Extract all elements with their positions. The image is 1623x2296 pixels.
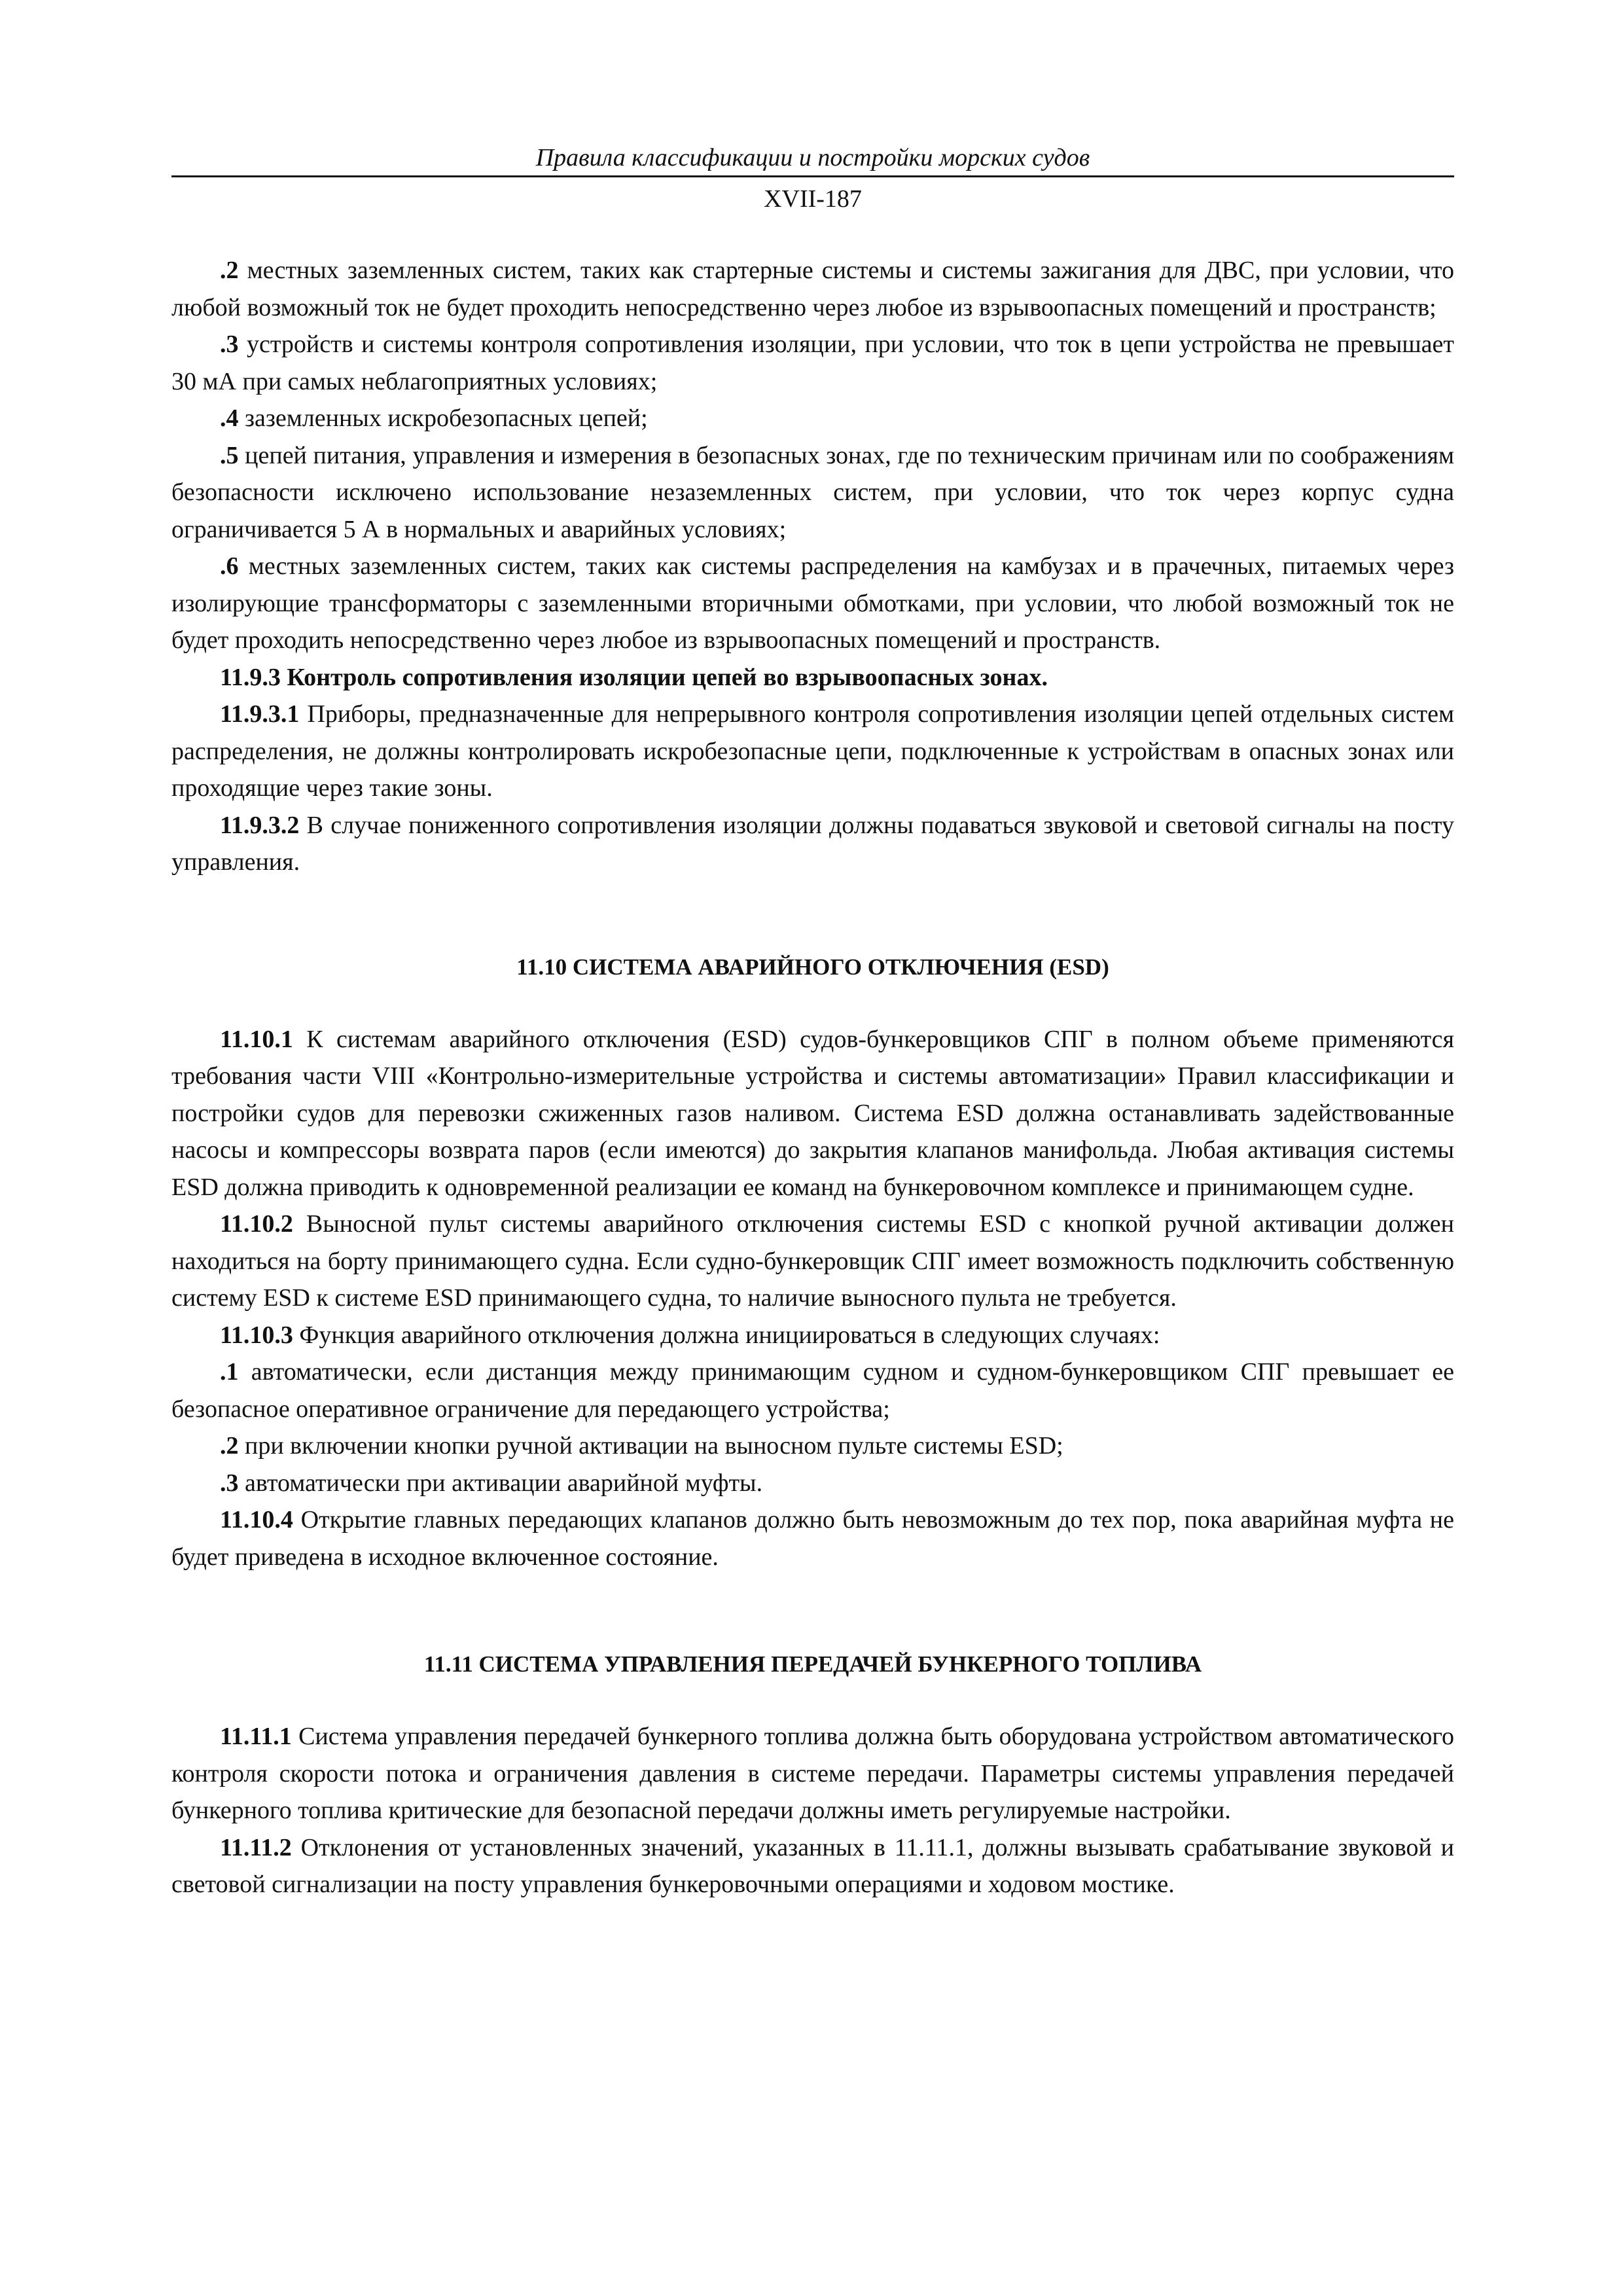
paragraph (171, 1206, 1454, 1317)
item-number: 11.10.2 (220, 1210, 293, 1238)
paragraph-text: Открытие главных передающих клапанов должно быть невозможным до тех пор, пока аварийная муфта не будет приведена в исходное включенное состояние. (171, 1506, 1454, 1571)
item-number: .2 (220, 257, 239, 284)
paragraph-text: Функция аварийного отключения должна инициироваться в следующих случаях: (293, 1321, 1160, 1349)
item-number: 11.11.2 (220, 1833, 292, 1861)
running-title: Правила классификации и постройки морских судов (171, 143, 1454, 177)
paragraph-text: устройств и системы контроля сопротивления изоляции, при условии, что ток в цепи устройства не превышает 30 мА при самых неблагоприятных условиях; (171, 331, 1454, 395)
item-number: 11.10.3 (220, 1321, 293, 1349)
document-page (171, 143, 1454, 1903)
item-number: .2 (220, 1432, 239, 1460)
paragraph-text: заземленных искробезопасных цепей; (238, 404, 648, 432)
paragraph (171, 1718, 1454, 1829)
paragraph (171, 1317, 1454, 1354)
paragraph-text: Приборы, предназначенные для непрерывного контроля сопротивления изоляции цепей отдельных систем распределения, не должны контролировать искробезопасные цепи, подключенные к устройствам в опасных зонах или проходящие через такие зоны. (171, 700, 1454, 802)
paragraph (171, 1829, 1454, 1903)
paragraph-text: при включении кнопки ручной активации на выносном пульте системы ESD; (238, 1432, 1063, 1460)
paragraph (171, 1427, 1454, 1465)
item-number: .1 (220, 1358, 239, 1386)
item-number: 11.9.3.1 (220, 700, 300, 728)
subsection-heading: 11.9.3 Контроль сопротивления изоляции цепей во взрывоопасных зонах. (220, 663, 1048, 691)
paragraph (171, 696, 1454, 807)
item-number: .3 (220, 331, 239, 358)
paragraph (171, 252, 1454, 326)
item-number: .3 (220, 1469, 239, 1497)
section-title: 11.10 СИСТЕМА АВАРИЙНОГО ОТКЛЮЧЕНИЯ (ESD) (516, 954, 1109, 980)
paragraph (171, 1501, 1454, 1575)
paragraph (171, 326, 1454, 400)
section-title: 11.11 СИСТЕМА УПРАВЛЕНИЯ ПЕРЕДАЧЕЙ БУНКЕРНОГО ТОПЛИВА (423, 1651, 1202, 1677)
page-number: XVII-187 (764, 185, 862, 213)
paragraph (171, 1465, 1454, 1502)
paragraph (171, 400, 1454, 437)
paragraph-text: К системам аварийного отключения (ESD) судов-бункеровщиков СПГ в полном объеме применяются требования части VIII «Контрольно-измерительные устройства и системы автоматизации» Правил классификации и постройки судов для перевозки сжиженных газов наливом. Система ESD должна останавливать задействованные насосы и компрессоры возврата паров (если имеются) до закрытия клапанов манифольда. Любая активация системы ESD должна приводить к одновременной реализации ее команд на бункеровочном комплексе и принимающем судне. (171, 1025, 1454, 1201)
item-number: .5 (220, 441, 239, 469)
item-number: 11.10.1 (220, 1025, 293, 1053)
item-number: 11.9.3.2 (220, 811, 300, 839)
paragraph-text: цепей питания, управления и измерения в безопасных зонах, где по техническим причинам или по соображениям безопасности исключено использование незаземленных систем, при условии, что ток через корпус судна ограничивается 5 А в нормальных и аварийных условиях; (171, 441, 1454, 543)
item-number: 11.11.1 (220, 1723, 292, 1750)
paragraph-text: автоматически, если дистанция между принимающим судном и судном-бункеровщиком СПГ превышает ее безопасное оперативное ограничение для передающего устройства; (171, 1358, 1454, 1423)
paragraph-text: автоматически при активации аварийной муфты. (238, 1469, 763, 1497)
item-number: 11.10.4 (220, 1506, 293, 1534)
paragraph-text: В случае пониженного сопротивления изоляции должны подаваться звуковой и световой сигналы на посту управления. (171, 811, 1454, 876)
paragraph-text: Выносной пульт системы аварийного отключения системы ESD с кнопкой ручной активации должен находиться на борту принимающего судна. Если судно-бункеровщик СПГ имеет возможность подключить собственную систему ESD к системе ESD принимающего судна, то наличие выносного пульта не требуется. (171, 1210, 1454, 1312)
item-number: .4 (220, 404, 239, 432)
paragraph-text: местных заземленных систем, таких как стартерные системы и системы зажигания для ДВС, при условии, что любой возможный ток не будет проходить непосредственно через любое из взрывоопасных помещений и пространств; (171, 257, 1454, 321)
paragraph (171, 1354, 1454, 1427)
paragraph-text: Система управления передачей бункерного топлива должна быть оборудована устройством автоматического контроля скорости потока и ограничения давления в системе передачи. Параметры системы управления передачей бункерного топлива критические для безопасной передачи должны иметь регулируемые настройки. (171, 1723, 1454, 1824)
paragraph (171, 437, 1454, 548)
paragraph (171, 807, 1454, 881)
paragraph-text: Отклонения от установленных значений, указанных в 11.11.1, должны вызывать срабатывание звуковой и световой сигнализации на посту управления бункеровочными операциями и ходовом мостике. (171, 1833, 1454, 1898)
item-number: .6 (220, 552, 239, 580)
paragraph (171, 548, 1454, 659)
paragraph (171, 1021, 1454, 1206)
paragraph-text: местных заземленных систем, таких как системы распределения на камбузах и в прачечных, питаемых через изолирующие трансформаторы с заземленными вторичными обмотками, при условии, что любой возможный ток не будет проходить непосредственно через любое из взрывоопасных помещений и пространств. (171, 552, 1454, 654)
